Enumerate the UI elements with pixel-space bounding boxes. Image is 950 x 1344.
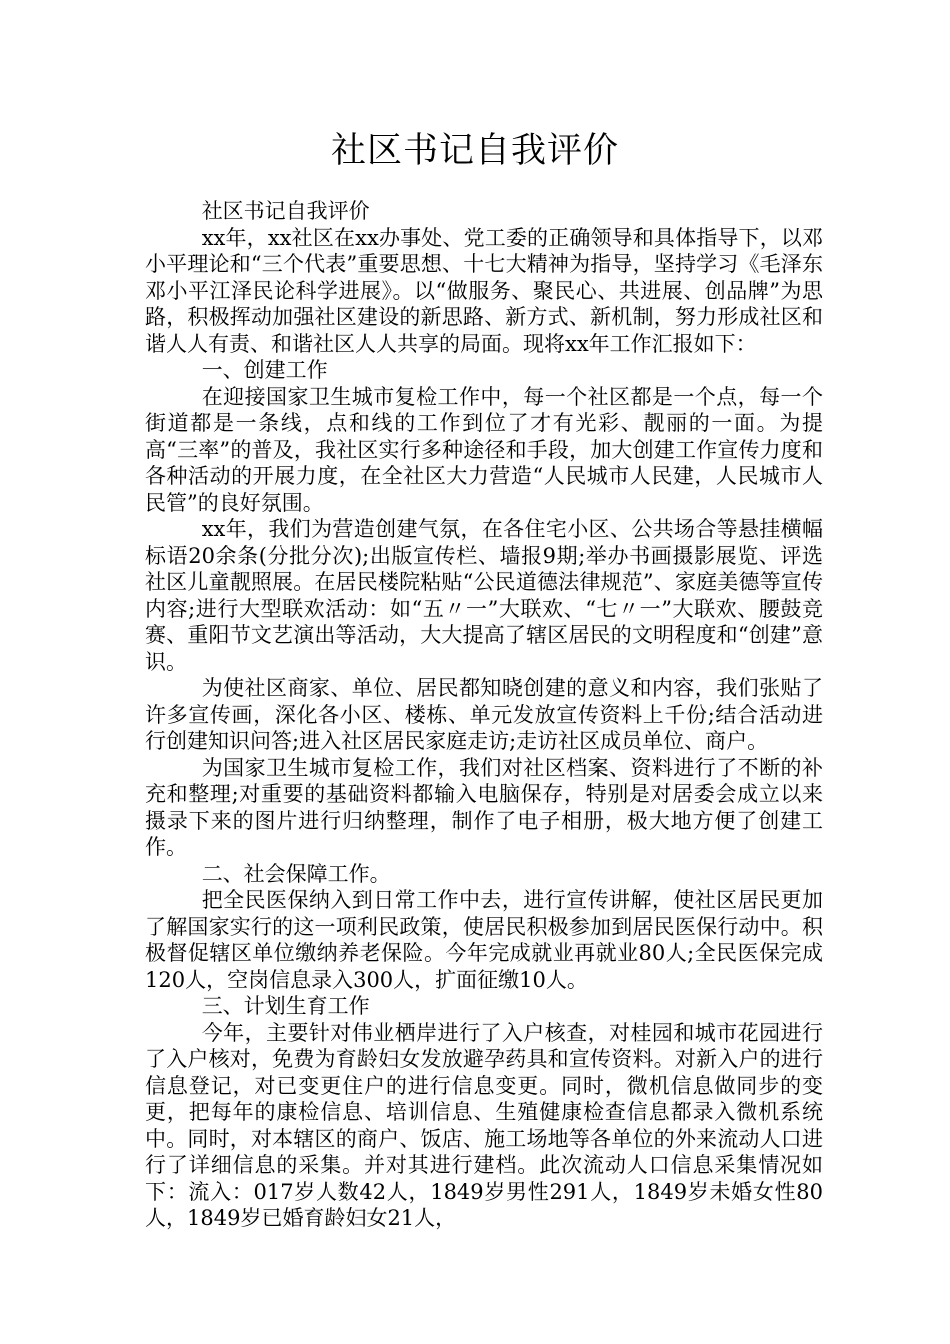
document-body [145, 198, 823, 1232]
paragraph: 为国家卫生城市复检工作，我们对社区档案、资料进行了不断的补充和整理;对重要的基础资料都输入电脑保存，特别是对居委会成立以来摄录下来的图片进行归纳整理，制作了电子相册，极大地方便了创建工作。 [145, 755, 823, 859]
document-title: 社区书记自我评价 [330, 131, 619, 171]
paragraph: 在迎接国家卫生城市复检工作中，每一个社区都是一个点，每一个街道都是一条线，点和线的工作到位了才有光彩、靓丽的一面。为提高“三率”的普及，我社区实行多种途径和手段，加大创建工作宣传力度和各种活动的开展力度，在全社区大力营造“人民城市人民建，人民城市人民管”的良好氛围。 [145, 384, 823, 515]
paragraph: xx年，我们为营造创建气氛，在各住宅小区、公共场合等悬挂横幅标语20余条(分批分次);出版宣传栏、墙报9期;举办书画摄影展览、评选社区儿童靓照展。在居民楼院粘贴“公民道德法律规范”、家庭美德等宣传内容;进行大型联欢活动：如“五〃一”大联欢、“七〃一”大联欢、腰鼓竞赛、重阳节文艺演出等活动，大大提高了辖区居民的文明程度和“创建”意识。 [145, 517, 823, 674]
section-heading-creation-work: 一、创建工作 [201, 358, 328, 382]
paragraph: 为使社区商家、单位、居民都知晓创建的意义和内容，我们张贴了许多宣传画，深化各小区、楼栋、单元发放宣传资料上千份;结合活动进行创建知识问答;进入社区居民家庭走访;走访社区成员单位、商户。 [145, 676, 823, 753]
paragraph-subtitle: 社区书记自我评价 [201, 199, 370, 223]
paragraph: 把全民医保纳入到日常工作中去，进行宣传讲解，使社区居民更加了解国家实行的这一项利民政策，使居民积极参加到居民医保行动中。积极督促辖区单位缴纳养老保险。今年完成就业再就业80人;全民医保完成120人，空岗信息录入300人，扩面征缴10人。 [145, 888, 823, 992]
section-heading-family-planning: 三、计划生育工作 [201, 994, 370, 1018]
paragraph: 今年，主要针对伟业栖岸进行了入户核查，对桂园和城市花园进行了入户核对，免费为育龄妇女发放避孕药具和宣传资料。对新入户的进行信息登记，对已变更住户的进行信息变更。同时，微机信息做同步的变更，把每年的康检信息、培训信息、生殖健康检查信息都录入微机系统中。同时，对本辖区的商户、饭店、施工场地等各单位的外来流动人口进行了详细信息的采集。并对其进行建档。此次流动人口信息采集情况如下：流入：017岁人数42人，1849岁男性291人，1849岁未婚女性80人，1849岁已婚育龄妇女21人， [145, 1020, 823, 1230]
section-heading-social-security: 二、社会保障工作。 [201, 861, 391, 886]
paragraph-intro: xx年，xx社区在xx办事处、党工委的正确领导和具体指导下，以邓小平理论和“三个代表”重要思想、十七大精神为指导，坚持学习《毛泽东邓小平江泽民论科学进展》。以“做服务、聚民心、共进展、创品牌”为思路，积极挥动加强社区建设的新思路、新方式、新机制，努力形成社区和谐人人有责、和谐社区人人共享的局面。现将xx年工作汇报如下： [145, 225, 823, 356]
